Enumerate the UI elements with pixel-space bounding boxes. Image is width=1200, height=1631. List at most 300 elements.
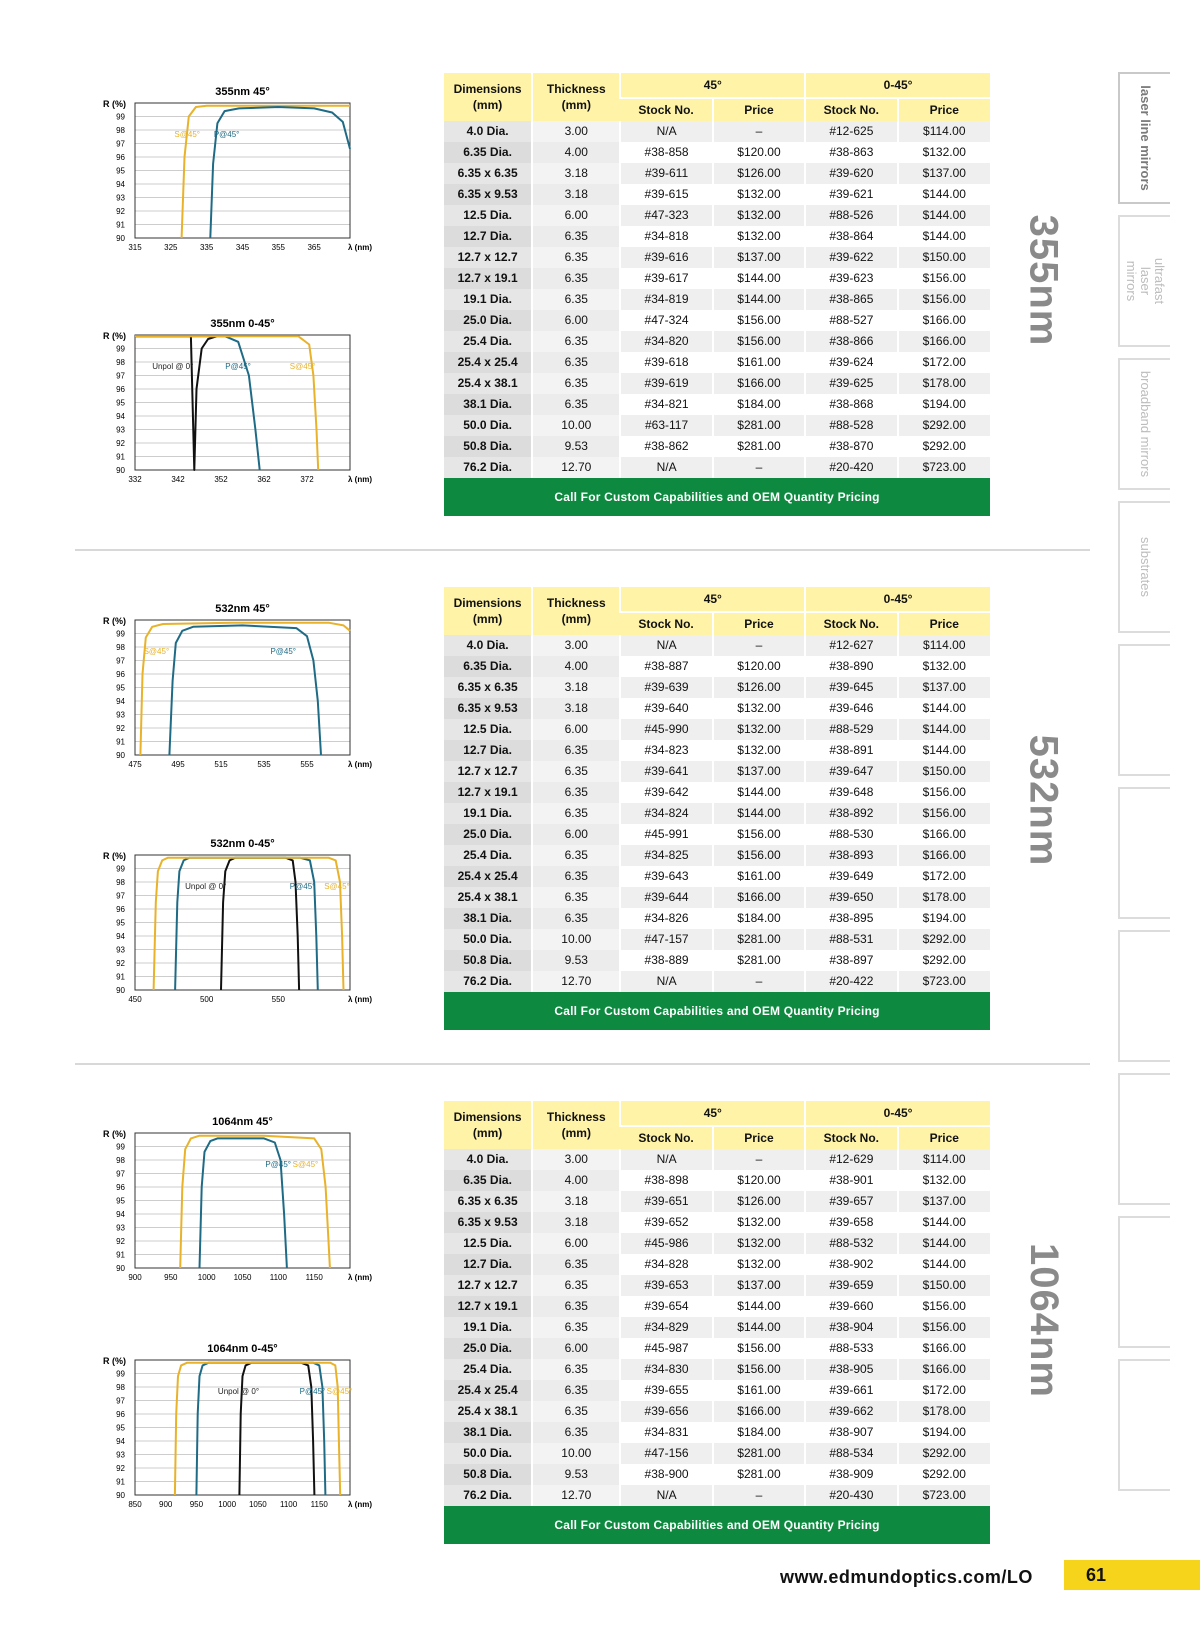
stock-no-cell: #38-893 [805,845,897,866]
stock-no-cell: #39-623 [805,268,897,289]
stock-no-cell: #88-527 [805,310,897,331]
side-tab[interactable] [1118,1216,1170,1348]
x-tick-label: 355 [271,243,286,252]
price-cell: $132.00 [898,656,990,677]
stock-no-cell: #39-619 [620,373,712,394]
x-tick-label: 550 [271,995,286,1004]
chart-title: 532nm 45° [215,603,270,615]
dimension-cell: 6.35 x 6.35 [444,163,532,184]
group-header-45: 45° [620,587,805,612]
table-row [444,121,990,142]
series-line [210,107,350,238]
chart-355-45 [95,78,385,278]
side-tab[interactable] [1118,1073,1170,1205]
stock-no-cell: #38-898 [620,1170,712,1191]
x-axis-label: λ (nm) [348,760,372,769]
stock-no-cell: #88-533 [805,1338,897,1359]
stock-no-cell: #39-622 [805,247,897,268]
thickness-cell: 12.70 [532,971,620,992]
stock-no-cell: #39-656 [620,1401,712,1422]
thickness-cell: 6.35 [532,226,620,247]
y-tick-label: 93 [116,710,125,720]
y-tick-label: 93 [116,945,125,955]
y-tick-label: 95 [116,683,125,693]
price-cell: $132.00 [713,698,805,719]
series-label: Unpol @ 0° [185,881,227,891]
stock-no-cell: #38-870 [805,436,897,457]
stock-no-cell: #38-864 [805,226,897,247]
dimension-cell: 38.1 Dia. [444,908,532,929]
price-cell: $184.00 [713,908,805,929]
thickness-cell: 6.35 [532,908,620,929]
stock-no-cell: #39-648 [805,782,897,803]
price-cell: $132.00 [713,1233,805,1254]
table-row [444,394,990,415]
thickness-cell: 6.35 [532,331,620,352]
price-header: Price [713,612,805,635]
y-tick-label: 96 [116,905,125,914]
dimension-cell: 19.1 Dia. [444,1317,532,1338]
series-line [169,625,321,755]
y-tick-label: 99 [116,864,125,874]
y-tick-label: 90 [116,1264,125,1273]
dimension-cell: 76.2 Dia. [444,971,532,992]
reflectance-chart [95,310,385,500]
custom-pricing-banner[interactable]: Call For Custom Capabilities and OEM Quantity Pricing [444,1506,990,1544]
custom-pricing-banner[interactable]: Call For Custom Capabilities and OEM Quantity Pricing [444,992,990,1030]
y-tick-label: 93 [116,425,125,435]
stock-no-cell: #47-156 [620,1443,712,1464]
y-tick-label: 97 [116,891,125,901]
stock-no-cell: #38-887 [620,656,712,677]
price-cell: $132.00 [713,719,805,740]
y-tick-label: 97 [116,656,125,666]
price-cell: $137.00 [713,1275,805,1296]
side-tab[interactable] [1118,72,1170,204]
y-tick-label: 98 [116,358,125,367]
price-cell: $281.00 [713,929,805,950]
stock-no-cell: N/A [620,971,712,992]
price-cell: $161.00 [713,866,805,887]
price-cell: $281.00 [713,950,805,971]
stock-no-cell: #88-529 [805,719,897,740]
y-tick-label: 96 [116,153,125,162]
price-cell: $144.00 [713,1317,805,1338]
y-tick-label: 91 [116,220,125,230]
reflectance-chart [95,1335,385,1525]
stock-no-cell: #38-862 [620,436,712,457]
stock-no-cell: #38-868 [805,394,897,415]
dimension-cell: 12.7 x 12.7 [444,1275,532,1296]
thickness-cell: 9.53 [532,950,620,971]
y-tick-label: 91 [116,1250,125,1260]
y-axis-label: R (%) [103,1129,126,1139]
table-row [444,1464,990,1485]
y-tick-label: 92 [116,1237,125,1246]
price-cell: $120.00 [713,1170,805,1191]
price-cell: – [713,121,805,142]
price-cell: $292.00 [898,415,990,436]
side-tab[interactable] [1118,358,1170,490]
thickness-cell: 10.00 [532,1443,620,1464]
price-cell: $178.00 [898,1401,990,1422]
y-tick-label: 97 [116,139,125,149]
dimension-cell: 38.1 Dia. [444,394,532,415]
y-tick-label: 96 [116,670,125,679]
x-tick-label: 1000 [197,1273,216,1282]
stock-no-header: Stock No. [805,98,897,121]
side-tab[interactable] [1118,501,1170,633]
stock-no-cell: #39-655 [620,1380,712,1401]
x-tick-label: 325 [164,243,178,252]
stock-no-cell: #39-650 [805,887,897,908]
x-tick-label: 900 [159,1500,173,1509]
table-row [444,698,990,719]
series-line [135,336,318,470]
side-tab[interactable] [1118,644,1170,776]
x-tick-label: 515 [214,760,228,769]
custom-pricing-banner[interactable]: Call For Custom Capabilities and OEM Quantity Pricing [444,478,990,516]
table-row [444,950,990,971]
table-row [444,1443,990,1464]
series-label: P@45° [213,129,240,139]
series-line [180,1136,330,1268]
thickness-cell: 6.35 [532,394,620,415]
price-cell: $166.00 [898,845,990,866]
stock-no-cell: #88-528 [805,415,897,436]
y-axis-label: R (%) [103,851,126,861]
y-tick-label: 97 [116,371,125,381]
price-cell: $144.00 [898,698,990,719]
thickness-cell: 6.00 [532,824,620,845]
price-cell: $156.00 [898,782,990,803]
thickness-cell: 6.35 [532,887,620,908]
stock-no-cell: #39-616 [620,247,712,268]
thickness-cell: 9.53 [532,436,620,457]
price-cell: $144.00 [713,268,805,289]
side-tab[interactable] [1118,215,1170,347]
thickness-cell: 6.00 [532,1338,620,1359]
dimension-cell: 12.7 x 19.1 [444,1296,532,1317]
price-cell: $723.00 [898,971,990,992]
dimension-cell: 25.0 Dia. [444,310,532,331]
stock-no-cell: #38-892 [805,803,897,824]
group-header-0-45: 0-45° [805,1101,990,1126]
table-row [444,740,990,761]
stock-no-cell: #38-858 [620,142,712,163]
price-cell: – [713,635,805,656]
stock-no-cell: #34-824 [620,803,712,824]
y-tick-label: 94 [116,1210,125,1219]
stock-no-cell: #39-651 [620,1191,712,1212]
group-header-0-45: 0-45° [805,73,990,98]
cta-row [444,1506,990,1544]
price-cell: $166.00 [898,1359,990,1380]
stock-no-cell: #34-826 [620,908,712,929]
stock-no-cell: #47-157 [620,929,712,950]
table-row [444,1296,990,1317]
thickness-cell: 3.18 [532,677,620,698]
price-cell: $281.00 [713,436,805,457]
price-cell: – [713,1485,805,1506]
thickness-cell: 6.35 [532,740,620,761]
x-tick-label: 315 [128,243,142,252]
dimension-cell: 25.4 x 25.4 [444,1380,532,1401]
price-cell: $156.00 [898,1317,990,1338]
group-header-0-45: 0-45° [805,587,990,612]
thickness-cell: 3.18 [532,184,620,205]
thickness-cell: 6.35 [532,1317,620,1338]
x-tick-label: 495 [171,760,185,769]
price-cell: $292.00 [898,929,990,950]
table-row [444,142,990,163]
thickness-cell: 6.00 [532,719,620,740]
stock-no-cell: #39-617 [620,268,712,289]
x-tick-label: 555 [300,760,314,769]
side-tab[interactable] [1118,1359,1170,1491]
stock-no-cell: #47-324 [620,310,712,331]
price-table-532 [444,587,990,1030]
dimension-cell: 38.1 Dia. [444,1422,532,1443]
footer-url[interactable]: www.edmundoptics.com/LO [780,1567,1033,1587]
price-cell: $166.00 [898,1338,990,1359]
stock-no-cell: #39-658 [805,1212,897,1233]
stock-no-cell: #34-821 [620,394,712,415]
stock-no-cell: #39-647 [805,761,897,782]
table-row [444,803,990,824]
price-cell: $114.00 [898,1149,990,1170]
dimension-cell: 4.0 Dia. [444,1149,532,1170]
stock-no-cell: #20-420 [805,457,897,478]
thickness-cell: 3.18 [532,1191,620,1212]
y-tick-label: 98 [116,1156,125,1165]
price-header: Price [898,612,990,635]
price-cell: $132.00 [713,184,805,205]
price-cell: $137.00 [898,677,990,698]
dimension-cell: 25.4 x 25.4 [444,866,532,887]
table-row [444,1191,990,1212]
dimensions-header: Dimensions (mm) [444,587,532,635]
table-row [444,184,990,205]
table-row [444,908,990,929]
price-cell: $156.00 [713,845,805,866]
dimension-cell: 25.4 x 25.4 [444,352,532,373]
stock-no-cell: #38-890 [805,656,897,677]
table-row [444,1170,990,1191]
thickness-cell: 6.35 [532,1401,620,1422]
stock-no-cell: #39-620 [805,163,897,184]
price-cell: $144.00 [898,719,990,740]
y-tick-label: 94 [116,932,125,941]
price-cell: $144.00 [898,226,990,247]
dimension-cell: 12.7 Dia. [444,226,532,247]
dimension-cell: 19.1 Dia. [444,803,532,824]
table-row [444,1401,990,1422]
thickness-cell: 6.35 [532,761,620,782]
table-row [444,929,990,950]
price-cell: $144.00 [713,1296,805,1317]
stock-no-cell: #38-897 [805,950,897,971]
stock-no-cell: #39-624 [805,352,897,373]
x-tick-label: 900 [128,1273,142,1282]
y-tick-label: 95 [116,1196,125,1206]
y-tick-label: 98 [116,126,125,135]
side-tab[interactable] [1118,787,1170,919]
dimension-cell: 12.7 x 12.7 [444,247,532,268]
thickness-cell: 6.00 [532,1233,620,1254]
price-cell: $126.00 [713,163,805,184]
table-row [444,163,990,184]
price-cell: $723.00 [898,457,990,478]
y-tick-label: 95 [116,1423,125,1433]
x-tick-label: 1100 [279,1500,298,1509]
section-divider [75,549,1090,551]
thickness-cell: 6.35 [532,247,620,268]
table-row [444,1338,990,1359]
stock-no-cell: #39-625 [805,373,897,394]
dimension-cell: 50.8 Dia. [444,1464,532,1485]
stock-no-cell: #39-611 [620,163,712,184]
stock-no-cell: #34-829 [620,1317,712,1338]
y-tick-label: 94 [116,180,125,189]
x-axis-label: λ (nm) [348,475,372,484]
y-tick-label: 90 [116,466,125,475]
stock-no-cell: #34-819 [620,289,712,310]
price-cell: $172.00 [898,352,990,373]
x-tick-label: 535 [257,760,271,769]
x-tick-label: 372 [300,475,314,484]
table-row [444,415,990,436]
stock-no-cell: #88-534 [805,1443,897,1464]
table-row [444,247,990,268]
y-axis-label: R (%) [103,616,126,626]
y-tick-label: 91 [116,972,125,982]
price-cell: $132.00 [713,1254,805,1275]
y-tick-label: 99 [116,344,125,354]
x-tick-label: 475 [128,760,142,769]
stock-no-cell: #88-532 [805,1233,897,1254]
x-axis-label: λ (nm) [348,995,372,1004]
price-cell: $144.00 [898,184,990,205]
table-row [444,1149,990,1170]
y-tick-label: 91 [116,452,125,462]
price-cell: – [713,971,805,992]
y-tick-label: 90 [116,986,125,995]
chart-title: 1064nm 45° [212,1116,273,1128]
x-tick-label: 950 [164,1273,178,1282]
stock-no-cell: #12-625 [805,121,897,142]
stock-no-cell: #88-526 [805,205,897,226]
price-cell: $150.00 [898,761,990,782]
thickness-cell: 6.35 [532,1296,620,1317]
stock-no-cell: #88-530 [805,824,897,845]
series-line [196,1363,325,1495]
stock-no-cell: N/A [620,1149,712,1170]
y-tick-label: 93 [116,1450,125,1460]
table-row [444,205,990,226]
price-cell: $184.00 [713,1422,805,1443]
stock-no-cell: #39-642 [620,782,712,803]
y-axis-label: R (%) [103,99,126,109]
dimension-cell: 12.7 x 19.1 [444,782,532,803]
price-cell: $172.00 [898,866,990,887]
x-tick-label: 850 [128,1500,142,1509]
thickness-header: Thickness (mm) [532,73,620,121]
thickness-cell: 6.35 [532,1422,620,1443]
thickness-cell: 10.00 [532,415,620,436]
stock-no-cell: #12-627 [805,635,897,656]
price-cell: $132.00 [898,1170,990,1191]
dimension-cell: 6.35 Dia. [444,1170,532,1191]
table-row [444,656,990,677]
x-tick-label: 362 [257,475,271,484]
dimension-cell: 6.35 x 9.53 [444,184,532,205]
stock-no-cell: #34-825 [620,845,712,866]
table-row [444,1254,990,1275]
thickness-cell: 12.70 [532,457,620,478]
stock-no-cell: #38-895 [805,908,897,929]
price-header: Price [713,1126,805,1149]
stock-no-cell: #45-990 [620,719,712,740]
table-row [444,824,990,845]
dimension-cell: 6.35 x 9.53 [444,1212,532,1233]
price-cell: $292.00 [898,1443,990,1464]
dimensions-header: Dimensions (mm) [444,1101,532,1149]
stock-no-cell: #39-662 [805,1401,897,1422]
x-axis-label: λ (nm) [348,243,372,252]
y-tick-label: 93 [116,1223,125,1233]
price-cell: $178.00 [898,373,990,394]
stock-no-cell: #39-643 [620,866,712,887]
thickness-cell: 3.18 [532,1212,620,1233]
stock-no-cell: #39-659 [805,1275,897,1296]
stock-no-cell: #39-618 [620,352,712,373]
table-row [444,1233,990,1254]
thickness-cell: 6.35 [532,373,620,394]
y-tick-label: 99 [116,1369,125,1379]
price-cell: $132.00 [713,226,805,247]
y-tick-label: 94 [116,412,125,421]
thickness-cell: 6.35 [532,352,620,373]
price-cell: $132.00 [898,142,990,163]
series-label: S@45° [292,1159,319,1169]
stock-no-cell: #39-621 [805,184,897,205]
thickness-header: Thickness (mm) [532,1101,620,1149]
table-row [444,1422,990,1443]
series-line [200,1138,287,1268]
price-cell: $161.00 [713,352,805,373]
table-row [444,1275,990,1296]
series-label: S@45° [174,129,200,139]
stock-no-cell: #39-649 [805,866,897,887]
price-cell: $137.00 [713,761,805,782]
stock-no-cell: #34-830 [620,1359,712,1380]
price-cell: $281.00 [713,1464,805,1485]
series-line [135,336,260,470]
stock-no-cell: #47-323 [620,205,712,226]
table-row [444,782,990,803]
price-cell: $144.00 [713,803,805,824]
y-tick-label: 96 [116,1410,125,1419]
y-tick-label: 92 [116,724,125,733]
series-label: S@45° [143,646,170,656]
x-tick-label: 352 [214,475,228,484]
side-tab[interactable] [1118,930,1170,1062]
stock-no-header: Stock No. [620,612,712,635]
x-tick-label: 1150 [305,1273,323,1282]
stock-no-header: Stock No. [805,1126,897,1149]
y-axis-label: R (%) [103,331,126,341]
